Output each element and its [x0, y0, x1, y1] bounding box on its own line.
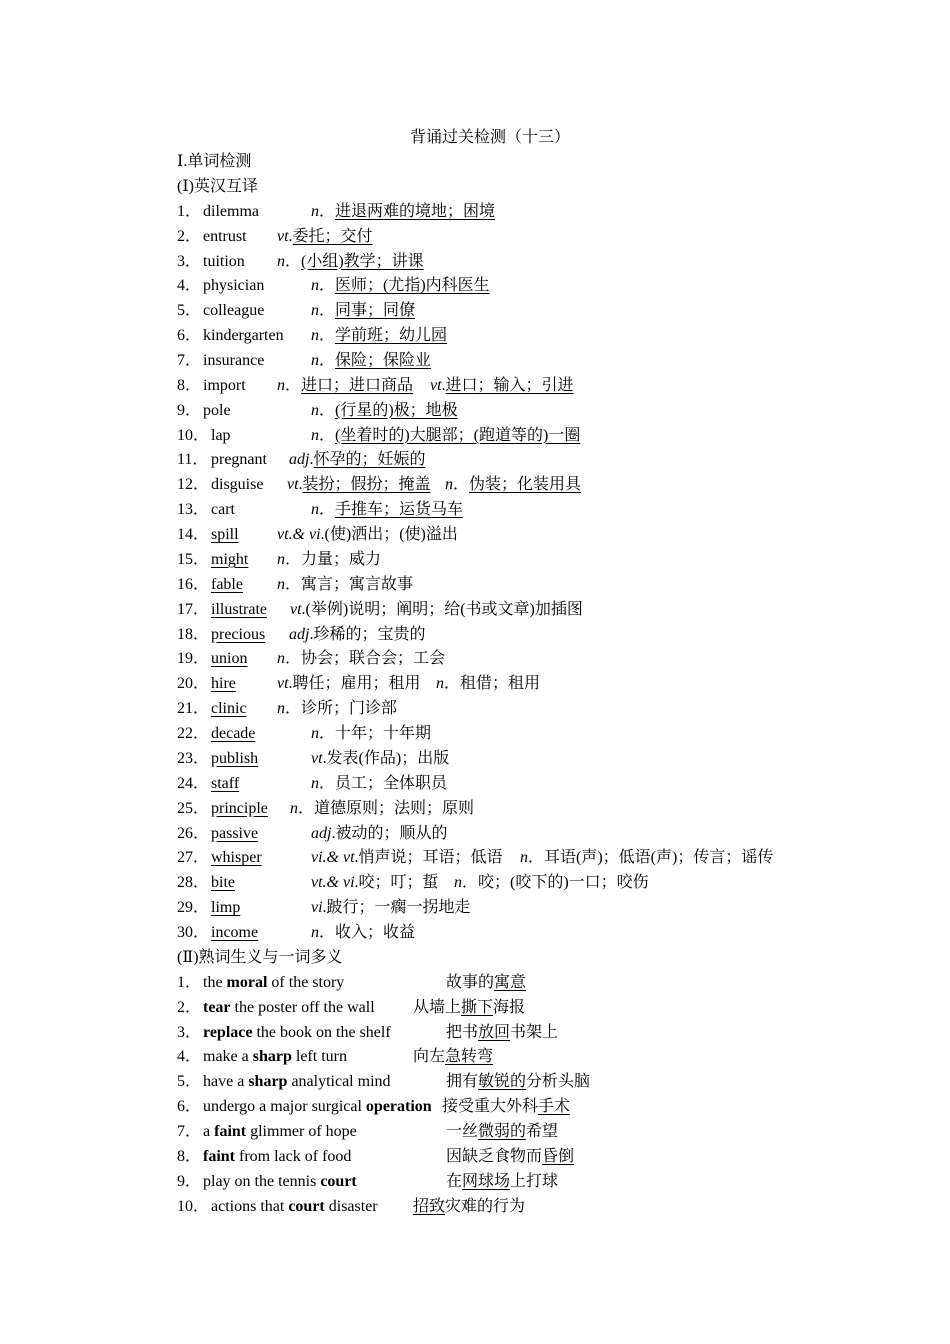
item-number: 5． [177, 1073, 202, 1091]
item-number: 15． [177, 550, 210, 568]
phrase-text: a [203, 1122, 215, 1140]
keyword: faint [203, 1147, 235, 1165]
keyword: sharp [252, 1048, 292, 1066]
keyword: operation [365, 1098, 432, 1116]
item-number: 10． [177, 426, 210, 444]
phrase-text: analytical mind [287, 1073, 391, 1091]
definition [311, 846, 503, 870]
part-of-speech: n [311, 426, 319, 444]
translation-text: 接受重大外科 [442, 1098, 539, 1116]
item-number: 9． [177, 401, 202, 419]
vocab-word: principle [211, 799, 268, 817]
item-number: 24． [177, 774, 210, 792]
definition [311, 200, 495, 224]
definition-text: 力量；威力 [301, 550, 382, 568]
definition [289, 623, 425, 647]
vocab-word: disguise [211, 476, 264, 494]
part-of-speech: vt [290, 600, 302, 618]
item-number: 4． [177, 277, 202, 295]
pos-separator: . [331, 824, 336, 842]
part-of-speech: n [311, 352, 319, 369]
part-of-speech: n [277, 650, 285, 668]
vocab-word: lap [211, 426, 231, 444]
vocab-word: spill [211, 526, 239, 543]
answer-text: 敏锐的 [478, 1073, 527, 1091]
item-number: 16． [177, 575, 210, 593]
item-number: 11． [177, 451, 209, 469]
definition [311, 822, 447, 846]
part-of-speech: n [436, 675, 444, 693]
translation-text: 分析头脑 [526, 1073, 591, 1091]
answer-text: 昏倒 [542, 1147, 575, 1165]
definition [287, 473, 431, 497]
definition-text: 收入；收益 [335, 924, 416, 941]
section-heading-text: Ⅰ.单词检测 [177, 153, 252, 170]
keyword: court [288, 1197, 325, 1215]
definition [290, 797, 474, 821]
phrase-text: the book on the shelf [252, 1023, 391, 1041]
definition-text: 寓言；寓言故事 [301, 575, 414, 593]
definition [445, 473, 581, 497]
phrase-text: disaster [324, 1197, 378, 1215]
pos-separator: . [322, 899, 327, 917]
definition-text: 伪装；化装用具 [469, 476, 582, 494]
pos-separator: ． [285, 650, 302, 668]
part-of-speech: n [311, 202, 319, 220]
pos-separator: ． [285, 575, 302, 593]
translation-text: 故事的 [446, 973, 495, 991]
definition [311, 349, 431, 373]
definition-text: 跛行；一瘸一拐地走 [326, 899, 471, 917]
part-of-speech: n [454, 874, 462, 892]
keyword: faint [214, 1122, 247, 1140]
definition [454, 871, 649, 895]
part-of-speech: vt [287, 476, 299, 494]
pos-separator: ． [285, 700, 302, 718]
pos-separator: . [309, 451, 314, 469]
pos-separator: ． [285, 376, 302, 394]
chinese-translation [446, 1070, 590, 1094]
english-phrase [211, 1195, 378, 1219]
pos-separator: . [298, 476, 303, 494]
vocab-word: tuition [203, 252, 245, 270]
vocab-word: passive [211, 824, 259, 842]
translation-text: 一丝 [446, 1122, 479, 1140]
pos-separator: . [288, 675, 293, 693]
definition-text: 发表(作品)；出版 [326, 749, 450, 767]
part-of-speech: vi.& vt [311, 849, 355, 867]
vocab-word: colleague [203, 302, 265, 320]
part-of-speech: n [311, 501, 319, 519]
page-title: 背诵过关检测（十三） [409, 129, 570, 146]
vocab-word: fable [211, 575, 243, 593]
definition-text: 被动的；顺从的 [335, 824, 448, 842]
pos-separator: ． [319, 352, 336, 369]
definition-text: 租借；租用 [460, 675, 541, 693]
definition-text: 诊所；门诊部 [301, 700, 398, 718]
keyword: tear [203, 998, 231, 1016]
pos-separator: ． [528, 849, 545, 867]
english-phrase [203, 971, 344, 995]
english-phrase [203, 1045, 347, 1069]
phrase-text: make a [203, 1048, 253, 1066]
chinese-translation [413, 1045, 493, 1069]
phrase-text: play on the tennis [203, 1172, 321, 1190]
part-of-speech: n [311, 924, 319, 941]
translation-text: 拥有 [446, 1073, 479, 1091]
english-phrase [203, 1170, 357, 1194]
definition-text: 手推车；运货马车 [335, 501, 464, 519]
vocab-word: precious [211, 625, 266, 643]
item-number: 21． [177, 700, 210, 718]
definition [277, 697, 397, 721]
definition-text: (使)洒出；(使)溢出 [324, 526, 458, 543]
item-number: 7． [177, 352, 202, 369]
keyword: replace [203, 1023, 253, 1041]
definition [311, 424, 580, 448]
definition-text: 进口；进口商品 [301, 376, 414, 394]
part-of-speech: adj [289, 451, 310, 469]
keyword: moral [226, 973, 268, 991]
english-phrase [203, 1120, 357, 1144]
part-of-speech: n [290, 799, 298, 817]
vocab-word: pregnant [211, 451, 267, 469]
english-phrase [203, 1021, 391, 1045]
definition [290, 598, 583, 622]
vocab-word: staff [211, 774, 240, 792]
part-of-speech: adj [311, 824, 332, 842]
definition [311, 498, 463, 522]
phrase-text: of the story [267, 973, 345, 991]
definition-text: 道德原则；法则；原则 [314, 799, 475, 817]
part-of-speech: n [277, 376, 285, 394]
part-of-speech: n [311, 302, 319, 320]
phrase-text: left turn [291, 1048, 347, 1066]
vocab-word: kindergarten [203, 327, 284, 345]
phrase-text: the poster off the wall [230, 998, 375, 1016]
pos-separator: ． [319, 924, 336, 941]
definition-text: 委托；交付 [292, 227, 373, 245]
item-number: 8． [177, 1147, 202, 1165]
pos-separator: ． [319, 501, 336, 519]
definition [277, 647, 445, 671]
part-of-speech: n [520, 849, 528, 867]
vocab-word: illustrate [211, 600, 267, 618]
phrase-text: glimmer of hope [246, 1122, 357, 1140]
part-of-speech: n [311, 327, 319, 345]
item-number: 19． [177, 650, 210, 668]
answer-text: 急转弯 [445, 1048, 494, 1066]
vocab-word: pole [203, 401, 231, 419]
pos-separator: . [309, 625, 314, 643]
pos-separator: ． [285, 252, 302, 270]
definition [311, 896, 471, 920]
answer-text: 网球场 [462, 1172, 511, 1190]
pos-separator: . [288, 227, 293, 245]
definition [311, 772, 447, 796]
vocab-word: insurance [203, 352, 265, 369]
translation-text: 希望 [526, 1122, 559, 1140]
part-of-speech: vi [311, 899, 323, 917]
definition-text: 十年；十年期 [335, 725, 432, 742]
definition-text: (小组)教学；讲课 [301, 252, 424, 270]
definition [311, 747, 449, 771]
english-phrase [203, 1095, 432, 1119]
vocab-word: decade [211, 725, 256, 742]
definition [436, 672, 540, 696]
definition [311, 871, 439, 895]
vocab-word: hire [211, 675, 236, 693]
part-of-speech: n [277, 700, 285, 718]
item-number: 13． [177, 501, 210, 519]
item-number: 14． [177, 526, 210, 543]
definition-text: 咬；叮；蜇 [358, 874, 439, 892]
english-phrase [203, 1070, 391, 1094]
definition-text: 员工；全体职员 [335, 774, 448, 792]
pos-separator: ． [319, 327, 336, 345]
item-number: 25． [177, 799, 210, 817]
part-of-speech: n [277, 575, 285, 593]
definition-text: 咬；(咬下的)一口；咬伤 [478, 874, 649, 892]
item-number: 22． [177, 725, 210, 742]
item-number: 29． [177, 899, 210, 917]
pos-separator: . [322, 749, 327, 767]
item-number: 6． [177, 1098, 202, 1116]
pos-separator: . [441, 376, 446, 394]
vocab-word: income [211, 924, 259, 941]
item-number: 9． [177, 1172, 202, 1190]
item-number: 2． [177, 998, 202, 1016]
definition-text: 进口；输入；引进 [445, 376, 574, 394]
answer-text: 手术 [538, 1098, 571, 1116]
item-number: 3． [177, 252, 202, 270]
part-of-speech: n [311, 401, 319, 419]
part-of-speech: n [311, 277, 319, 295]
chinese-translation [446, 1170, 558, 1194]
translation-text: 把书 [446, 1023, 479, 1041]
part-of-speech: n [311, 725, 319, 742]
vocab-word: bite [211, 874, 235, 892]
vocab-word: clinic [211, 700, 247, 718]
definition [289, 448, 425, 472]
item-number: 30． [177, 924, 210, 941]
item-number: 17． [177, 600, 210, 618]
chinese-translation [442, 1095, 570, 1119]
definition [277, 374, 413, 398]
pos-separator: . [301, 600, 306, 618]
translation-text: 海报 [493, 998, 526, 1016]
pos-separator: ． [319, 302, 336, 320]
phrase-text: undergo a major surgical [203, 1098, 366, 1116]
definition [277, 250, 424, 274]
pos-separator: ． [319, 401, 336, 419]
definition [277, 548, 381, 572]
chinese-translation [413, 996, 525, 1020]
item-number: 12． [177, 476, 210, 494]
part-of-speech: vt [277, 227, 289, 245]
answer-text: 招致 [413, 1197, 446, 1215]
pos-separator: ． [319, 202, 336, 220]
definition-text: (坐着时的)大腿部；(跑道等的)一圈 [335, 426, 581, 444]
definition [520, 846, 773, 870]
item-number: 1． [177, 202, 202, 220]
item-number: 1． [177, 973, 202, 991]
vocab-word: import [203, 376, 246, 394]
pos-separator: ． [462, 874, 479, 892]
pos-separator: ． [319, 774, 336, 792]
definition [311, 921, 415, 945]
definition-text: 聘任；雇用；租用 [292, 675, 421, 693]
item-number: 26． [177, 824, 210, 842]
part-of-speech: vt [277, 675, 289, 693]
item-number: 2． [177, 227, 202, 245]
item-number: 20． [177, 675, 210, 693]
english-phrase [203, 1145, 351, 1169]
pos-separator: ． [444, 675, 461, 693]
definition-text: 进退两难的境地；困境 [335, 202, 496, 220]
pos-separator: ． [285, 550, 302, 568]
chinese-translation [446, 1145, 574, 1169]
item-number: 5． [177, 302, 202, 320]
definition [311, 274, 490, 298]
vocab-word: physician [203, 277, 265, 295]
part-of-speech: vt.& vi [311, 874, 355, 892]
definition [277, 672, 421, 696]
definition [430, 374, 574, 398]
definition-text: (举例)说明；阐明；给(书或文章)加插图 [305, 600, 583, 618]
definition-text: 保险；保险业 [335, 352, 432, 369]
vocab-word: might [211, 550, 249, 568]
answer-text: 放回 [478, 1023, 511, 1041]
translation-text: 从墙上 [413, 998, 462, 1016]
vocab-word: union [211, 650, 248, 668]
translation-text: 向左 [413, 1048, 446, 1066]
item-number: 8． [177, 376, 202, 394]
definition-text: 怀孕的；妊娠的 [313, 451, 426, 469]
definition [277, 225, 373, 249]
subsection-heading-text: (Ⅰ)英汉互译 [177, 177, 258, 195]
vocab-word: whisper [211, 849, 262, 867]
translation-text: 灾难的行为 [445, 1197, 526, 1215]
item-number: 18． [177, 625, 210, 643]
part-of-speech: n [311, 774, 319, 792]
definition-text: 协会；联合会；工会 [301, 650, 446, 668]
definition [277, 573, 413, 597]
chinese-translation [446, 1021, 558, 1045]
keyword: sharp [248, 1073, 288, 1091]
definition [277, 523, 458, 547]
item-number: 4． [177, 1048, 202, 1066]
item-number: 10． [177, 1197, 210, 1215]
translation-text: 书架上 [510, 1023, 559, 1041]
vocab-word: publish [211, 749, 259, 767]
part-of-speech: n [445, 476, 453, 494]
definition [311, 299, 415, 323]
vocab-word: limp [211, 899, 241, 917]
pos-separator: . [354, 849, 359, 867]
part-of-speech: adj [289, 625, 310, 643]
definition [311, 399, 458, 423]
item-number: 3． [177, 1023, 202, 1041]
part-of-speech: vt [311, 749, 323, 767]
keyword: court [320, 1172, 357, 1190]
item-number: 7． [177, 1122, 202, 1140]
definition-text: 悄声说；耳语；低语 [358, 849, 503, 867]
phrase-text: the [203, 973, 227, 991]
definition [311, 324, 447, 348]
pos-separator: ． [298, 799, 315, 817]
chinese-translation [446, 1120, 558, 1144]
item-number: 23． [177, 749, 210, 767]
definition-text: 珍稀的；宝贵的 [313, 625, 426, 643]
section-heading-text: (Ⅱ)熟词生义与一词多义 [177, 948, 343, 966]
answer-text: 撕下 [461, 998, 494, 1016]
translation-text: 在 [446, 1172, 463, 1190]
pos-separator: ． [319, 426, 336, 444]
item-number: 27． [177, 849, 210, 867]
definition-text: 学前班；幼儿园 [335, 327, 448, 345]
phrase-text: from lack of food [235, 1147, 352, 1165]
part-of-speech: n [277, 550, 285, 568]
phrase-text: have a [203, 1073, 249, 1091]
translation-text: 上打球 [510, 1172, 559, 1190]
definition [311, 722, 431, 746]
part-of-speech: vt.& vi [277, 526, 321, 543]
item-number: 6． [177, 327, 202, 345]
translation-text: 因缺乏食物而 [446, 1147, 543, 1165]
definition-text: 医师；(尤指)内科医生 [335, 277, 490, 295]
definition-text: 同事；同僚 [335, 302, 416, 320]
definition-text: 耳语(声)；低语(声)；传言；谣传 [544, 849, 774, 867]
pos-separator: ． [319, 277, 336, 295]
definition-text: 装扮；假扮；掩盖 [302, 476, 431, 494]
definition-text: (行星的)极；地极 [335, 401, 458, 419]
chinese-translation [446, 971, 526, 995]
answer-text: 微弱的 [478, 1122, 527, 1140]
vocab-word: cart [211, 501, 235, 519]
part-of-speech: n [277, 252, 285, 270]
chinese-translation [413, 1195, 525, 1219]
part-of-speech: vt [430, 376, 442, 394]
vocab-word: dilemma [203, 202, 259, 220]
vocab-word: entrust [203, 227, 247, 245]
english-phrase [203, 996, 375, 1020]
pos-separator: . [320, 526, 325, 543]
answer-text: 寓意 [494, 973, 527, 991]
pos-separator: . [354, 874, 359, 892]
item-number: 28． [177, 874, 210, 892]
pos-separator: ． [453, 476, 470, 494]
pos-separator: ． [319, 725, 336, 742]
phrase-text: actions that [211, 1197, 289, 1215]
